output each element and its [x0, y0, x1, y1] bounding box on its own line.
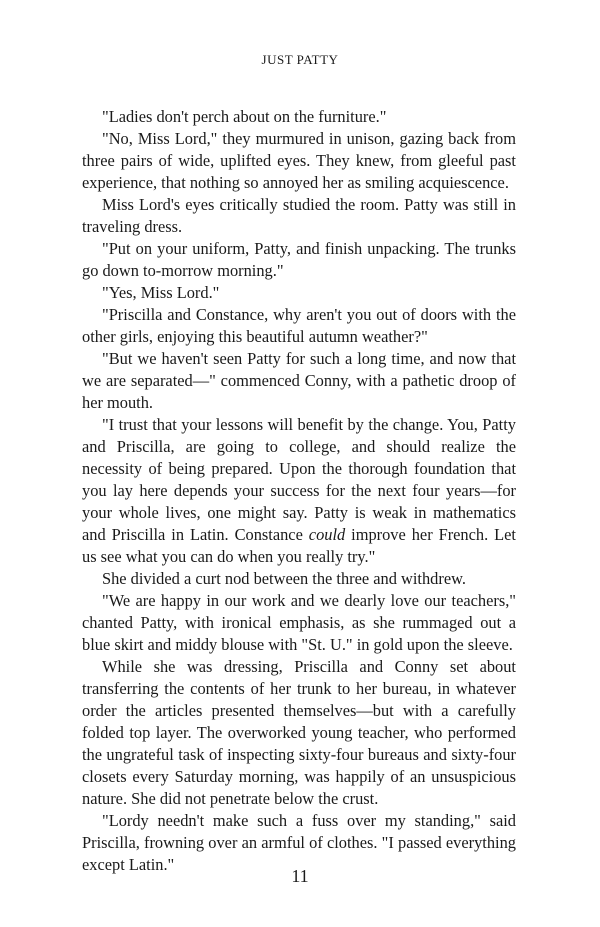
- paragraph: "Lordy needn't make such a fuss over my standing," said Priscilla, frowning over an armful of clothes. "I passed everything except Latin.": [82, 811, 516, 874]
- paragraph: [82, 414, 516, 568]
- paragraph: Miss Lord's eyes critically studied the room. Patty was still in traveling dress.: [82, 195, 516, 236]
- paragraph: "Yes, Miss Lord.": [102, 283, 220, 302]
- running-header: JUST PATTY: [261, 52, 339, 67]
- paragraph: "But we haven't seen Patty for such a long time, and now that we are separated—" commenced Conny, with a pathetic droop of her mouth.: [82, 349, 516, 412]
- body-text: [82, 106, 516, 876]
- paragraph: "Priscilla and Constance, why aren't you out of doors with the other girls, enjoying this beautiful autumn weather?": [82, 305, 516, 346]
- paragraph: "Ladies don't perch about on the furniture.": [102, 107, 387, 126]
- emphasis-word: could: [308, 525, 346, 544]
- paragraph: She divided a curt nod between the three and withdrew.: [102, 569, 466, 588]
- paragraph: "Put on your uniform, Patty, and finish unpacking. The trunks go down to-morrow morning.": [82, 239, 516, 280]
- paragraph-text: improve her French. Let us see what you can do when you really try.": [82, 525, 516, 566]
- page-number: 11: [291, 866, 309, 886]
- paragraph: "No, Miss Lord," they murmured in unison, gazing back from three pairs of wide, uplifted eyes. They knew, from gleeful past experience, that nothing so annoyed her as smiling acquiescence.: [82, 129, 516, 192]
- paragraph: While she was dressing, Priscilla and Conny set about transferring the contents of her trunk to her bureau, in whatever order the articles presented themselves—but with a carefully folded top layer. The overworked young teacher, who performed the ungrateful task of inspecting sixty-four bureaus and sixty-four closets every Saturday morning, was happily of an unsuspicious nature. She did not penetrate below the crust.: [82, 657, 516, 808]
- paragraph: "We are happy in our work and we dearly love our teachers," chanted Patty, with ironical emphasis, as she rummaged out a blue skirt and middy blouse with "St. U." in gold upon the sleeve.: [82, 591, 516, 654]
- paragraph-text: "I trust that your lessons will benefit by the change. You, Patty and Priscilla, are going to college, and should realize the necessity of being prepared. Upon the thorough foundation that you lay here depends your success for the next four years—for your whole lives, one might say. Patty is weak in mathematics and Priscilla in Latin. Constance: [82, 415, 516, 544]
